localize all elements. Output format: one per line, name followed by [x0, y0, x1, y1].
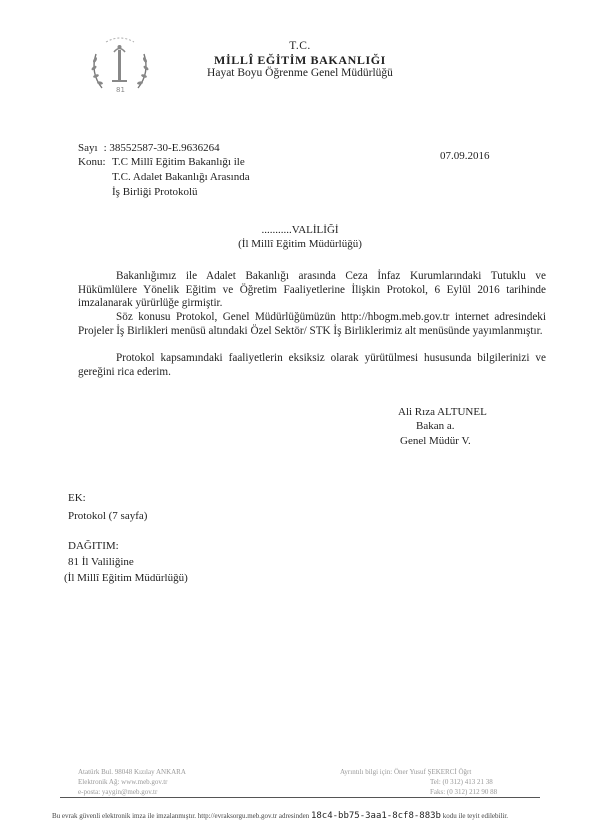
- footer-address: Atatürk Bul. 98048 Kızılay ANKARA: [78, 768, 186, 776]
- body-paragraph-3: Protokol kapsamındaki faaliyetlerin eksiksiz olarak yürütülmesi hususunda bilgilerinizi ve gereğini rica ederim.: [78, 352, 546, 378]
- footer-email: e-posta: yaygin@meb.gov.tr: [78, 788, 158, 796]
- footer-fax: Faks: (0 312) 212 90 88: [430, 788, 498, 796]
- footer-divider: [60, 797, 540, 798]
- document-date: 07.09.2016: [440, 150, 490, 162]
- svg-text:81: 81: [116, 86, 125, 94]
- footer-website: Elektronik Ağ: www.meb.gov.tr: [78, 778, 168, 786]
- sayi-line: [78, 141, 220, 155]
- verification-code: 18c4-bb75-3aa1-8cf8-883b: [310, 811, 441, 821]
- footer-verification-suffix: kodu ile teyit edilebilir.: [442, 812, 509, 820]
- signatory-title: Genel Müdür V.: [400, 435, 471, 447]
- distribution-line-1: 81 İl Valiliğine: [68, 556, 134, 568]
- konu-line-3: İş Birliği Protokolü: [112, 186, 198, 198]
- attachment-item: Protokol (7 sayfa): [68, 510, 148, 522]
- footer-verification-text: Bu evrak güvenli elektronik imza ile imzalanmıştır. http://evraksorgu.meb.gov.tr adresinden: [52, 812, 310, 820]
- distribution-label: DAĞITIM:: [68, 540, 119, 552]
- header-directorate: Hayat Boyu Öğrenme Genel Müdürlüğü: [207, 67, 393, 79]
- konu-line-2: T.C. Adalet Bakanlığı Arasında: [112, 171, 250, 183]
- footer-phone: Tel: (0 312) 413 21 38: [430, 778, 493, 786]
- distribution-line-2: (İl Millî Eğitim Müdürlüğü): [64, 572, 188, 584]
- body-paragraph-2: Söz konusu Protokol, Genel Müdürlüğümüzün http://hbogm.meb.gov.tr internet adresindeki Projeler İş Birlikleri menüsü altındaki Özel Sektör/ STK İş Birliklerimiz alt menüsünde yayımlanmıştır.: [78, 311, 546, 337]
- sayi-label: Sayı: [78, 142, 98, 154]
- header-ministry: MİLLÎ EĞİTİM BAKANLIĞI: [214, 53, 386, 67]
- footer-verification: [52, 812, 552, 821]
- konu-line-1: T.C Millî Eğitim Bakanlığı ile: [112, 156, 245, 168]
- signatory-name: Ali Rıza ALTUNEL: [398, 406, 487, 418]
- konu-label: Konu:: [78, 156, 106, 168]
- addressee-title: ...........VALİLİĞİ: [261, 224, 339, 236]
- addressee-subtitle: (İl Millî Eğitim Müdürlüğü): [238, 238, 362, 250]
- sayi-value: : 38552587-30-E.9636264: [103, 142, 220, 154]
- signatory-role: Bakan a.: [416, 420, 455, 432]
- attachments-label: EK:: [68, 492, 86, 504]
- footer-contact: Ayrıntılı bilgi için: Öner Yusuf ŞEKERCİ Öğrt: [340, 768, 472, 776]
- header-country: T.C.: [289, 40, 311, 52]
- body-paragraph-1: Bakanlığımız ile Adalet Bakanlığı arasında Ceza İnfaz Kurumlarındaki Tutuklu ve Hükümlülere Yönelik Eğitim ve Öğretim Faaliyetlerine İlişkin Protokol, 6 Eylül 2016 tarihinde imzalanarak yürürlüğe girmiştir.: [78, 270, 546, 309]
